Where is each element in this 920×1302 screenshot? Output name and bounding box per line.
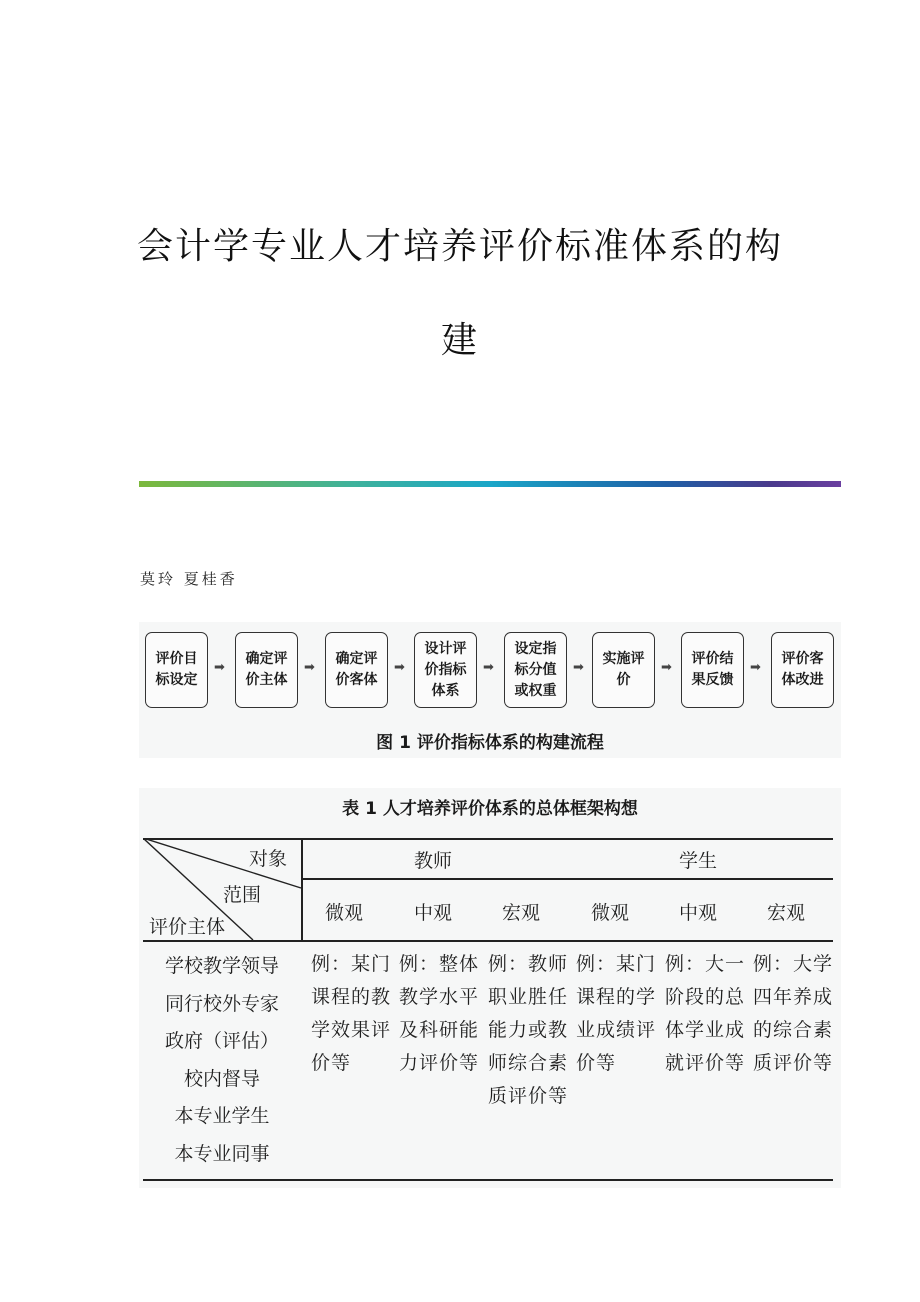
group-header-teacher: 教师 — [414, 850, 453, 872]
table-caption: 表 1 人才培养评价体系的总体框架构想 — [342, 799, 638, 819]
scope-header: 微观 — [591, 902, 630, 924]
figure-caption: 图 1 评价指标体系的构建流程 — [376, 733, 604, 753]
gradient-divider — [139, 481, 841, 487]
table-cell: 例：某门课程的学业成绩评价等 — [576, 953, 657, 1074]
subject-item: 政府（评估） — [164, 1030, 279, 1052]
subject-item: 本专业同事 — [174, 1142, 270, 1165]
arrow-right-icon: ➡ — [750, 660, 761, 675]
flow-step: 评价结果反馈 — [681, 632, 744, 708]
table-cell: 例：教师职业胜任能力或教师综合素质评价等 — [488, 953, 569, 1107]
flow-step: 评价客体改进 — [771, 632, 834, 708]
doc-title-line2: 建 — [440, 320, 479, 361]
table-cell: 例：大学四年养成的综合素质评价等 — [753, 953, 834, 1074]
table-cell: 例：某门课程的教学效果评价等 — [311, 953, 392, 1074]
authors: 莫玲 夏桂香 — [140, 570, 238, 588]
subject-item: 校内督导 — [183, 1067, 260, 1090]
arrow-right-icon: ➡ — [573, 660, 584, 675]
arrow-right-icon: ➡ — [304, 660, 315, 675]
scope-header: 宏观 — [767, 902, 806, 924]
corner-object-label: 对象 — [249, 848, 288, 870]
flow-step: 确定评价客体 — [325, 632, 388, 708]
flow-step: 设计评价指标体系 — [414, 632, 477, 708]
subject-item: 本专业学生 — [174, 1105, 270, 1127]
subject-item: 同行校外专家 — [164, 992, 279, 1015]
scope-header: 宏观 — [502, 902, 541, 924]
scope-header: 中观 — [414, 902, 453, 924]
arrow-right-icon: ➡ — [394, 660, 405, 675]
corner-scope-label: 范围 — [223, 884, 262, 906]
table-cell: 例：整体教学水平及科研能力评价等 — [399, 953, 480, 1074]
figure-1 — [139, 622, 841, 758]
subject-list — [145, 948, 299, 1173]
flow-step: 设定指标分值或权重 — [504, 632, 567, 708]
doc-title-line1: 会计学专业人才培养评价标准体系的构 — [136, 226, 783, 267]
group-header-student: 学生 — [679, 850, 718, 872]
corner-subject-label: 评价主体 — [149, 916, 226, 938]
flow-step: 确定评价主体 — [235, 632, 298, 708]
table-cell: 例：大一阶段的总体学业成就评价等 — [665, 953, 746, 1074]
flow-step: 评价目标设定 — [145, 632, 208, 708]
table-group-rule — [301, 878, 833, 880]
flow-step: 实施评价 — [592, 632, 655, 708]
arrow-right-icon: ➡ — [661, 660, 672, 675]
arrow-right-icon: ➡ — [214, 660, 225, 675]
scope-header: 中观 — [679, 902, 718, 924]
table-1 — [139, 788, 841, 1188]
subject-item: 学校教学领导 — [164, 955, 279, 977]
table-bottom-rule — [143, 1179, 833, 1181]
scope-header: 微观 — [325, 902, 364, 924]
arrow-right-icon: ➡ — [483, 660, 494, 675]
